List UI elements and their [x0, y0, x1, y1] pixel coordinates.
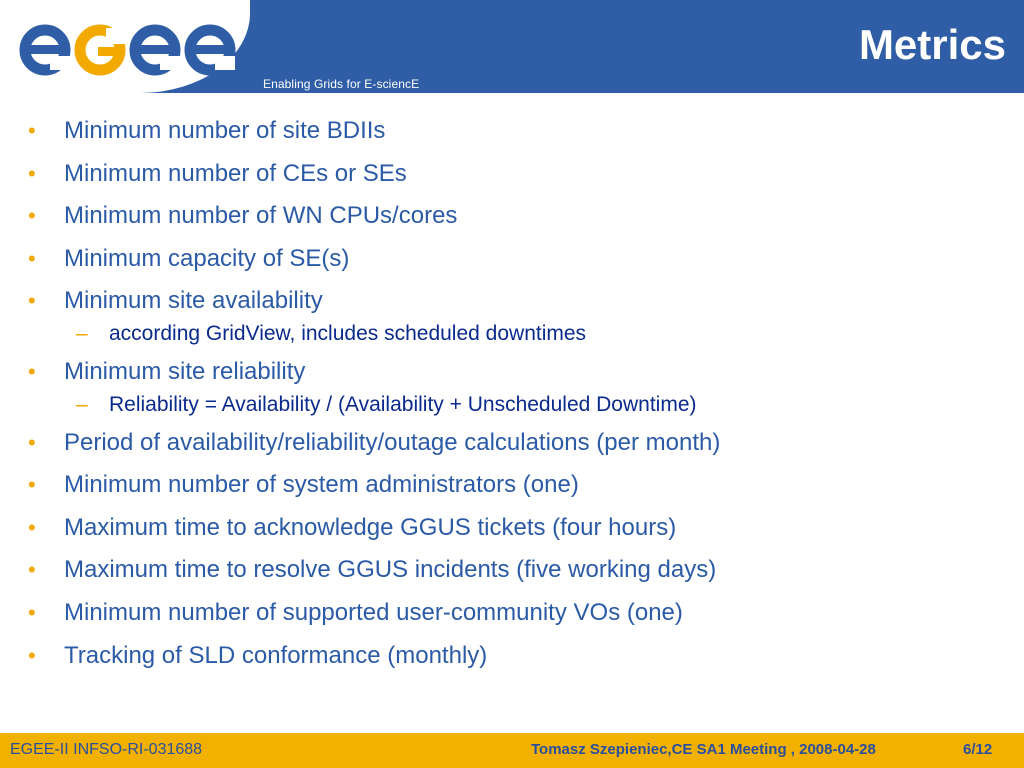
bullet-icon: • — [28, 599, 36, 625]
bullet-icon: • — [28, 429, 36, 455]
bullet-text: Minimum number of system administrators (one) — [64, 471, 579, 499]
dash-bullet-icon: – — [76, 392, 88, 416]
bullet-text: Minimum number of WN CPUs/cores — [64, 202, 458, 230]
sub-list-item — [64, 321, 1024, 347]
list-item — [0, 287, 1024, 347]
list-item — [0, 514, 1024, 542]
bullet-text: Minimum site availability — [64, 287, 323, 315]
list-item — [0, 642, 1024, 670]
list-item — [0, 471, 1024, 499]
bullet-icon: • — [28, 358, 36, 384]
bullet-text: Tracking of SLD conformance (monthly) — [64, 641, 488, 669]
bullet-text: Maximum time to acknowledge GGUS tickets (four hours) — [64, 513, 677, 541]
bullet-text: Period of availability/reliability/outage calculations (per month) — [64, 428, 721, 456]
bullet-icon: • — [28, 118, 36, 143]
bullet-text: Maximum time to resolve GGUS incidents (five working days) — [64, 556, 717, 584]
tagline: Enabling Grids for E-sciencE — [263, 77, 420, 91]
egee-logo — [10, 12, 250, 84]
sub-list — [64, 321, 1024, 347]
list-item — [0, 556, 1024, 584]
footer-presenter-meeting: Tomasz Szepieniec,CE SA1 Meeting , 2008-04-28 — [531, 741, 876, 758]
bullet-icon: • — [28, 557, 36, 583]
bullet-icon: • — [28, 288, 36, 314]
slide-content — [0, 117, 1024, 684]
list-item — [0, 429, 1024, 457]
sub-bullet-text: according GridView, includes scheduled downtimes — [109, 322, 587, 346]
bullet-icon: • — [28, 514, 36, 540]
bullet-text: Minimum number of CEs or SEs — [64, 159, 407, 187]
list-item — [0, 358, 1024, 418]
sub-bullet-text: Reliability = Availability / (Availability + Unscheduled Downtime) — [109, 392, 697, 416]
footer-project-id: EGEE-II INFSO-RI-031688 — [10, 741, 203, 758]
bullet-icon: • — [28, 160, 36, 186]
footer-bar — [0, 733, 1024, 768]
bullet-icon: • — [28, 245, 36, 271]
slide-title: Metrics — [858, 21, 1006, 68]
list-item — [0, 160, 1024, 188]
dash-bullet-icon: – — [76, 322, 88, 346]
list-item — [0, 599, 1024, 627]
sub-list-item — [64, 392, 1024, 418]
bullet-icon: • — [28, 642, 36, 668]
bullet-text: Minimum capacity of SE(s) — [64, 244, 350, 272]
page-number: 6/12 — [963, 741, 993, 758]
bullet-icon: • — [28, 203, 36, 229]
egee-logo-graphic — [10, 12, 250, 84]
sub-list — [64, 392, 1024, 418]
list-item — [0, 202, 1024, 230]
list-item — [0, 117, 1024, 145]
list-item — [0, 245, 1024, 273]
bullet-text: Minimum number of supported user-community VOs (one) — [64, 598, 683, 626]
bullet-icon: • — [28, 472, 36, 498]
bullet-text: Minimum number of site BDIIs — [64, 117, 386, 144]
bullet-list — [0, 117, 1024, 670]
bullet-text: Minimum site reliability — [64, 357, 306, 385]
